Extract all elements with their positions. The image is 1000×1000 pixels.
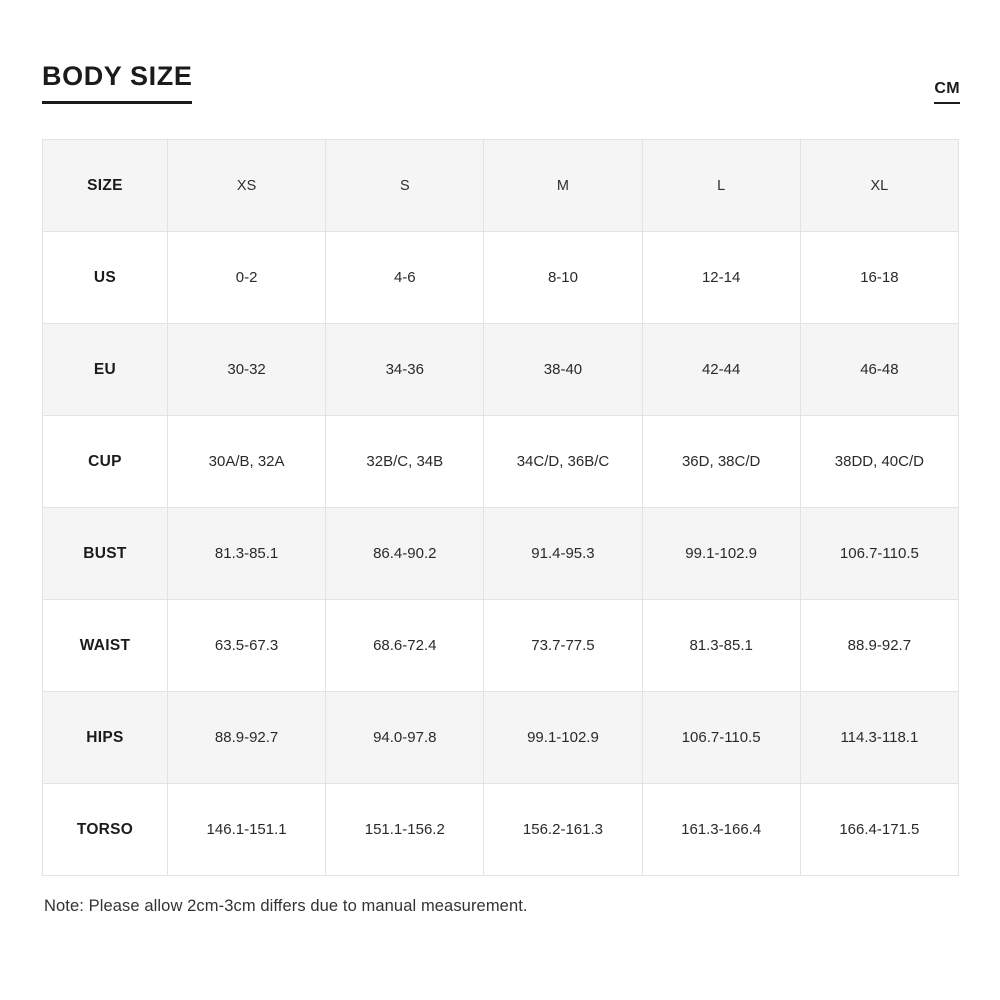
row-label-eu: EU xyxy=(43,324,168,416)
cell-cup-s: 32B/C, 34B xyxy=(326,416,484,508)
cell-waist-xs: 63.5-67.3 xyxy=(168,600,326,692)
cell-us-m: 8-10 xyxy=(484,232,642,324)
cell-us-l: 12-14 xyxy=(642,232,800,324)
cell-eu-m: 38-40 xyxy=(484,324,642,416)
cell-us-xs: 0-2 xyxy=(168,232,326,324)
table-row xyxy=(43,232,959,324)
row-label-hips: HIPS xyxy=(43,692,168,784)
column-header-l: L xyxy=(642,140,800,232)
cell-hips-s: 94.0-97.8 xyxy=(326,692,484,784)
unit-toggle[interactable]: CM xyxy=(934,80,960,104)
cell-eu-s: 34-36 xyxy=(326,324,484,416)
cell-torso-l: 161.3-166.4 xyxy=(642,784,800,876)
measurement-note: Note: Please allow 2cm-3cm differs due to manual measurement. xyxy=(44,897,528,915)
cell-bust-l: 99.1-102.9 xyxy=(642,508,800,600)
cell-waist-xl: 88.9-92.7 xyxy=(800,600,958,692)
cell-bust-xs: 81.3-85.1 xyxy=(168,508,326,600)
column-header-m: M xyxy=(484,140,642,232)
table-row xyxy=(43,784,959,876)
cell-torso-s: 151.1-156.2 xyxy=(326,784,484,876)
table-row xyxy=(43,324,959,416)
cell-bust-xl: 106.7-110.5 xyxy=(800,508,958,600)
cell-hips-m: 99.1-102.9 xyxy=(484,692,642,784)
cell-waist-m: 73.7-77.5 xyxy=(484,600,642,692)
column-header-xl: XL xyxy=(800,140,958,232)
cell-hips-l: 106.7-110.5 xyxy=(642,692,800,784)
row-label-us: US xyxy=(43,232,168,324)
column-header-s: S xyxy=(326,140,484,232)
cell-cup-xs: 30A/B, 32A xyxy=(168,416,326,508)
cell-torso-m: 156.2-161.3 xyxy=(484,784,642,876)
table-row xyxy=(43,416,959,508)
table-row xyxy=(43,600,959,692)
cell-hips-xl: 114.3-118.1 xyxy=(800,692,958,784)
cell-waist-l: 81.3-85.1 xyxy=(642,600,800,692)
cell-cup-m: 34C/D, 36B/C xyxy=(484,416,642,508)
cell-hips-xs: 88.9-92.7 xyxy=(168,692,326,784)
cell-bust-m: 91.4-95.3 xyxy=(484,508,642,600)
row-label-torso: TORSO xyxy=(43,784,168,876)
cell-torso-xs: 146.1-151.1 xyxy=(168,784,326,876)
row-label-bust: BUST xyxy=(43,508,168,600)
cell-cup-xl: 38DD, 40C/D xyxy=(800,416,958,508)
chart-header xyxy=(42,62,960,104)
table-row xyxy=(43,692,959,784)
table-corner-header: SIZE xyxy=(43,140,168,232)
cell-us-xl: 16-18 xyxy=(800,232,958,324)
row-label-waist: WAIST xyxy=(43,600,168,692)
cell-eu-l: 42-44 xyxy=(642,324,800,416)
table-row xyxy=(43,140,959,232)
cell-eu-xs: 30-32 xyxy=(168,324,326,416)
page-title: BODY SIZE xyxy=(42,62,192,104)
cell-bust-s: 86.4-90.2 xyxy=(326,508,484,600)
cell-us-s: 4-6 xyxy=(326,232,484,324)
column-header-xs: XS xyxy=(168,140,326,232)
table-row xyxy=(43,508,959,600)
row-label-cup: CUP xyxy=(43,416,168,508)
cell-waist-s: 68.6-72.4 xyxy=(326,600,484,692)
cell-torso-xl: 166.4-171.5 xyxy=(800,784,958,876)
size-table-container xyxy=(42,139,959,876)
cell-cup-l: 36D, 38C/D xyxy=(642,416,800,508)
cell-eu-xl: 46-48 xyxy=(800,324,958,416)
size-table xyxy=(42,139,959,876)
